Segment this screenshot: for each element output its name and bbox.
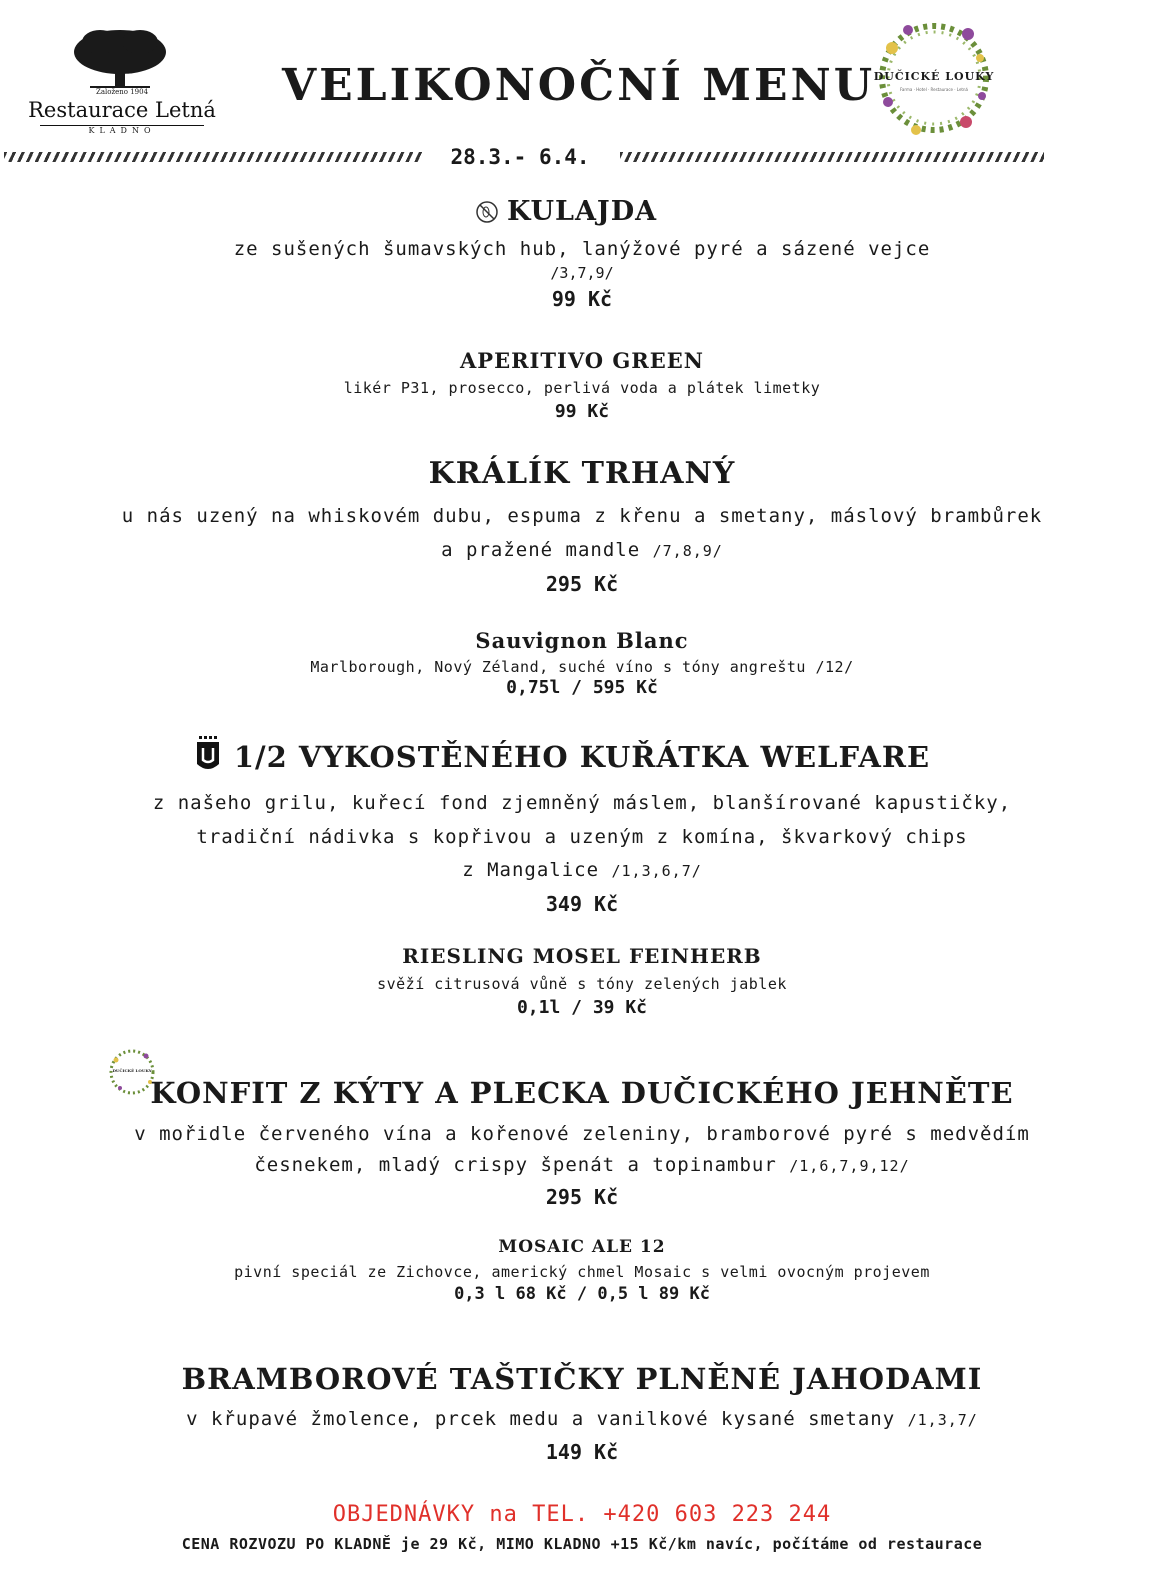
delivery-note: CENA ROZVOZU PO KLADNĚ je 29 Kč, MIMO KLADNO +15 Kč/km navíc, počítáme od restaurace <box>181 1535 983 1553</box>
item-price: 0,75l / 595 Kč <box>506 677 658 698</box>
item-price: 295 Kč <box>545 1185 619 1209</box>
item-price: 0,3 l 68 Kč / 0,5 l 89 Kč <box>454 1284 710 1304</box>
item-title: 1/2 VYKOSTĚNÉHO KUŘÁTKA WELFARE <box>233 740 931 774</box>
item-desc: ze sušených šumavských hub, lanýžové pyré a sázené vejce <box>233 238 931 260</box>
item-title: MOSAIC ALE 12 <box>498 1237 666 1257</box>
menu-dates: 28.3.- 6.4. <box>450 145 590 169</box>
item-title: KRÁLÍK TRHANÝ <box>428 456 736 491</box>
item-desc: v mořidle červeného vína a kořenové zeleniny, bramborové pyré s medvědím <box>134 1123 1030 1145</box>
item-desc: tradiční nádivka s kopřivou a uzeným z komína, škvarkový chips <box>196 826 968 848</box>
no-gluten-icon <box>475 200 499 224</box>
item-desc: pivní speciál ze Zichovce, americký chmel Mosaic s velmi ovocným projevem <box>234 1263 930 1281</box>
item-allergens: /1,3,7/ <box>907 1411 978 1429</box>
item-desc: z Mangalice <box>462 859 600 881</box>
item-desc: u nás uzený na whiskovém dubu, espuma z křenu a smetany, máslový brambůrek <box>121 505 1043 527</box>
item-title: RIESLING MOSEL FEINHERB <box>402 944 762 968</box>
item-desc: svěží citrusová vůně s tóny zelených jablek <box>377 975 787 993</box>
logo-city: KLADNO <box>88 126 156 135</box>
item-title: KONFIT Z KÝTY A PLECKA DUČICKÉHO JEHNĚTE <box>150 1076 1014 1110</box>
logo-right-subtitle: Farma · Hotel · Restaurace · Letná <box>900 87 968 92</box>
tree-icon <box>70 28 170 90</box>
item-price: 295 Kč <box>545 572 619 596</box>
logo-name: Restaurace Letná <box>28 98 216 122</box>
badge-text: DUČICKÉ LOUKY <box>112 1068 152 1073</box>
item-title: APERITIVO GREEN <box>460 348 704 373</box>
item-allergens: /1,6,7,9,12/ <box>789 1157 910 1175</box>
item-allergens: /3,7,9/ <box>550 264 614 282</box>
menu-item-kulajda <box>0 196 1164 227</box>
order-phone: OBJEDNÁVKY na TEL. +420 603 223 244 <box>332 1502 832 1527</box>
item-desc: v křupavé žmolence, prcek medu a vanilkové kysané smetany <box>186 1408 896 1430</box>
item-desc: z našeho grilu, kuřecí fond zjemněný máslem, blanšírované kapustičky, <box>152 792 1012 814</box>
logo-right-title: DUČICKÉ LOUKY <box>873 70 995 83</box>
item-title: KULAJDA <box>506 196 658 227</box>
item-price: 149 Kč <box>545 1440 619 1464</box>
item-title: Sauvignon Blanc <box>475 628 689 653</box>
item-price: 349 Kč <box>545 892 619 916</box>
item-allergens: /1,3,6,7/ <box>611 862 702 880</box>
ducicke-louky-logo <box>868 12 1000 144</box>
menu-item-kuratko <box>0 740 1164 774</box>
divider-left <box>4 152 422 162</box>
logo-since: Založeno 1904 <box>95 88 149 96</box>
welfare-badge-icon <box>194 736 222 774</box>
item-desc: likér P31, prosecco, perlivá voda a plátek limetky <box>343 379 821 397</box>
item-price: 99 Kč <box>551 287 613 311</box>
item-title: BRAMBOROVÉ TAŠTIČKY PLNĚNÉ JAHODAMI <box>181 1362 983 1396</box>
item-allergens: /7,8,9/ <box>652 542 723 560</box>
item-price: 0,1l / 39 Kč <box>516 997 648 1018</box>
item-desc: a pražené mandle <box>441 539 641 561</box>
page-title: VELIKONOČNÍ MENU <box>282 60 876 111</box>
restaurace-letna-logo <box>22 28 222 138</box>
item-desc: Marlborough, Nový Zéland, suché víno s tóny angreštu /12/ <box>310 658 854 676</box>
divider-right <box>620 152 1044 162</box>
item-desc: česnekem, mladý crispy špenát a topinambur <box>254 1154 777 1176</box>
item-price: 99 Kč <box>554 401 610 422</box>
